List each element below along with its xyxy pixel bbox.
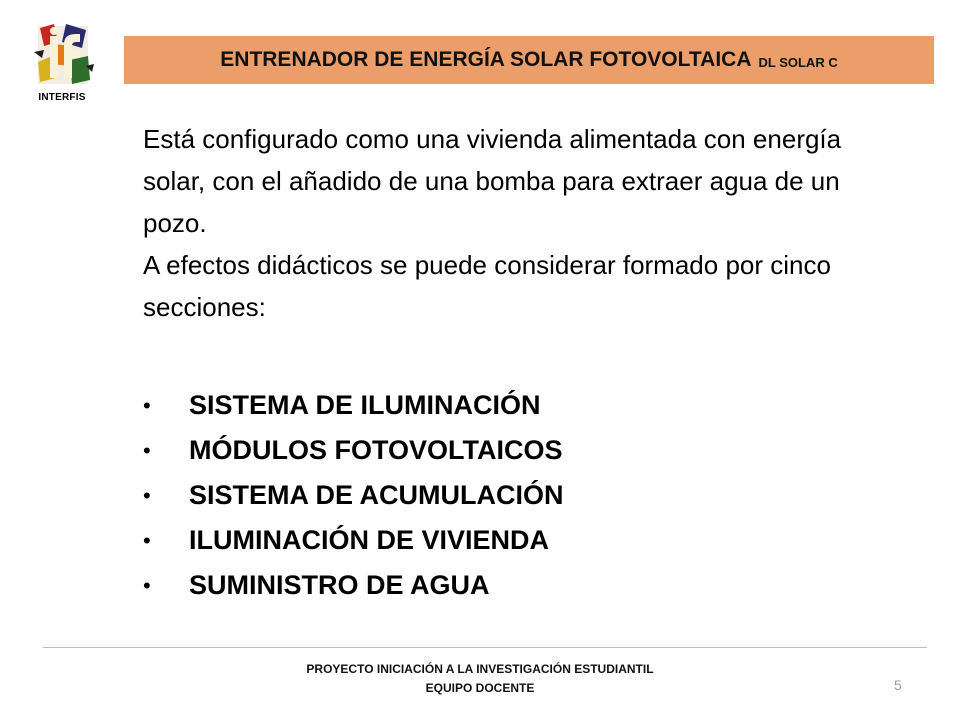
section-item (143, 383, 564, 428)
logo-text: INTERFIS (38, 92, 86, 103)
sections-intro-paragraph: A efectos didácticos se puede considerar formado por cinco secciones: (143, 250, 831, 322)
section-list (143, 383, 564, 608)
title-bar (124, 36, 934, 84)
bullet-icon: • (143, 573, 151, 598)
footer-team-line: EQUIPO DOCENTE (425, 681, 535, 695)
footer-project-line: PROYECTO INICIACIÓN A LA INVESTIGACIÓN ESTUDIANTIL (306, 662, 654, 676)
section-label: SISTEMA DE ACUMULACIÓN (189, 480, 564, 510)
section-item (143, 428, 564, 473)
footer (220, 660, 740, 698)
body-text (143, 118, 903, 328)
interfis-logo-icon (32, 22, 94, 88)
section-label: SISTEMA DE ILUMINACIÓN (189, 390, 541, 420)
slide-subtitle: DL SOLAR C (758, 54, 838, 70)
intro-paragraph: Está configurado como una vivienda alimentada con energía solar, con el añadido de una bomba para extraer agua de un pozo. (143, 124, 842, 238)
section-item (143, 518, 564, 563)
interfis-logo (22, 22, 102, 106)
slide-title: ENTRENADOR DE ENERGÍA SOLAR FOTOVOLTAICA (220, 48, 752, 71)
section-label: SUMINISTRO DE AGUA (189, 570, 490, 600)
bullet-icon: • (143, 438, 151, 463)
page-number: 5 (894, 677, 902, 693)
bullet-icon: • (143, 483, 151, 508)
section-label: ILUMINACIÓN DE VIVIENDA (189, 525, 550, 555)
footer-divider (43, 647, 927, 648)
section-item (143, 473, 564, 518)
bullet-icon: • (143, 393, 151, 418)
section-label: MÓDULOS FOTOVOLTAICOS (189, 435, 563, 465)
bullet-icon: • (143, 528, 151, 553)
section-item (143, 563, 564, 608)
